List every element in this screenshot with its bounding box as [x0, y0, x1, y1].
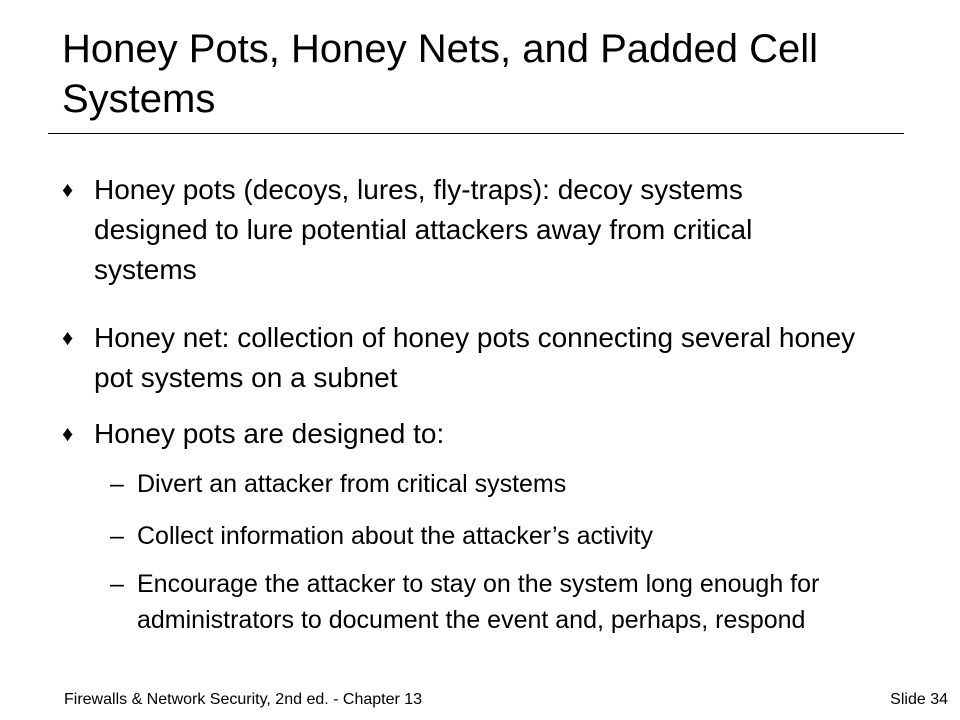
title-divider: [48, 133, 904, 134]
bullet-item-designed-to: [62, 414, 862, 454]
slide-title: Honey Pots, Honey Nets, and Padded Cell Systems: [62, 27, 818, 121]
diamond-bullet-icon: ♦: [62, 421, 74, 446]
dash-bullet-icon: –: [110, 470, 124, 498]
dash-bullet-icon: –: [110, 570, 124, 598]
diamond-bullet-icon: ♦: [62, 177, 74, 202]
bullet-text: Honey pots are designed to:: [94, 418, 445, 449]
sub-bullet-encourage: [110, 566, 870, 638]
bullet-item-honey-net: [62, 318, 862, 398]
dash-bullet-icon: –: [110, 522, 124, 550]
sub-bullet-collect: [110, 518, 870, 554]
sub-bullet-divert: [110, 466, 870, 502]
diamond-bullet-icon: ♦: [62, 325, 74, 350]
sub-bullet-text: Encourage the attacker to stay on the system long enough for administrators to document the event and, perhaps, respond: [137, 570, 820, 634]
bullet-item-honey-pots: [62, 170, 862, 290]
bullet-text: Honey net: collection of honey pots connecting several honey pot systems on a subnet: [94, 322, 856, 393]
footer-slide-number: Slide 34: [890, 691, 948, 708]
footer-course-label: Firewalls & Network Security, 2nd ed. - Chapter 13: [64, 691, 423, 708]
bullet-text: Honey pots (decoys, lures, fly-traps): decoy systems designed to lure potential attackers away from critical systems: [94, 174, 753, 285]
sub-bullet-text: Collect information about the attacker’s activity: [137, 522, 653, 550]
sub-bullet-text: Divert an attacker from critical systems: [137, 470, 567, 498]
